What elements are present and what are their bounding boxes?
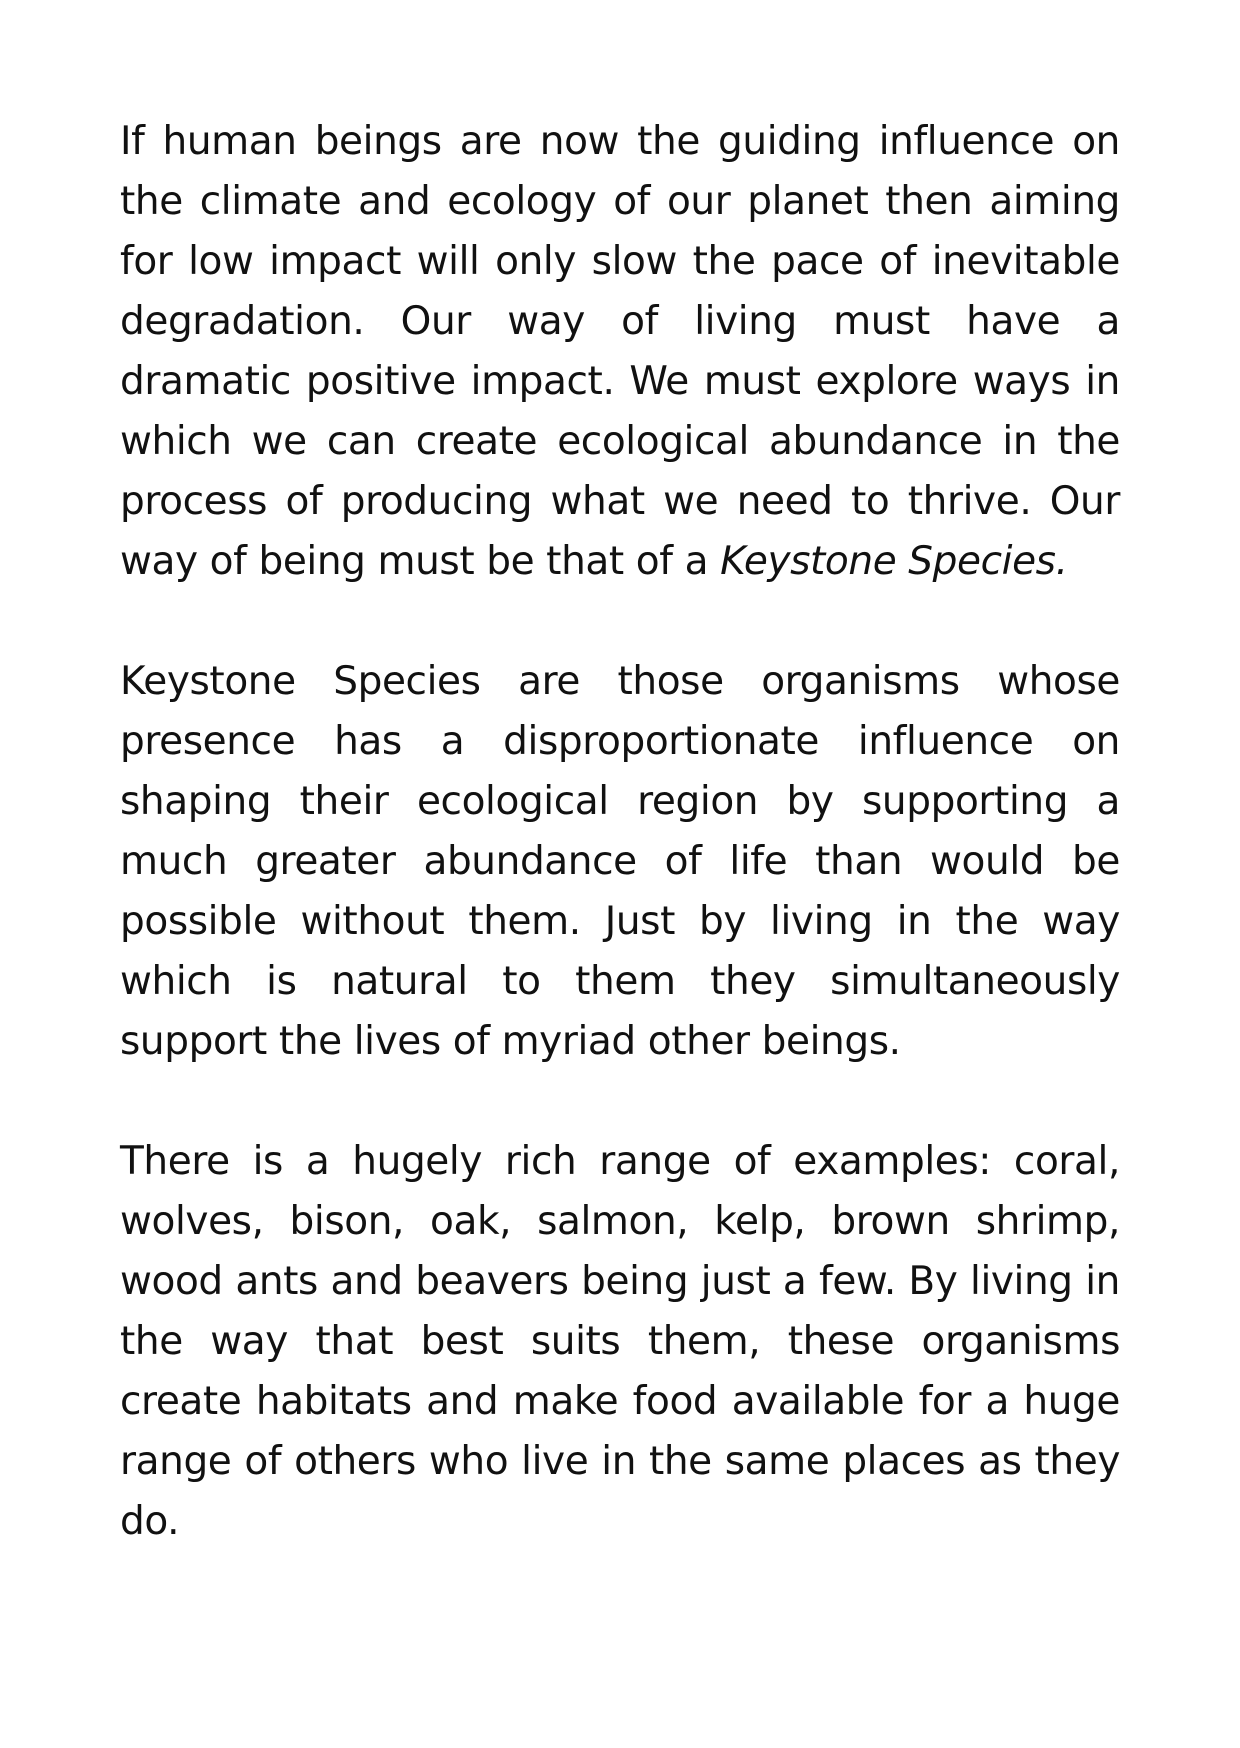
paragraph-3: There is a hugely rich range of examples: coral, wolves, bison, oak, salmon, kelp, brown shrimp, wood ants and beavers being just a few. By living in the way that best suits them, these organisms create habitats and make food available for a huge range of others who live in the same places as they do. — [120, 1139, 1120, 1544]
paragraph-1 — [120, 112, 1120, 592]
body-text — [120, 112, 1120, 1552]
paragraph-2: Keystone Species are those organisms whose presence has a disproportionate influence on shaping their ecological region by supporting a much greater abundance of life than would be possible without them. Just by living in the way which is natural to them they simultaneously support the lives of myriad other beings. — [120, 659, 1120, 1064]
paragraph-1-text: If human beings are now the guiding influence on the climate and ecology of our planet then aiming for low impact will only slow the pace of inevitable degradation. Our way of living must have a dramatic positive impact. We must explore ways in which we can create ecological abundance in the process of producing what we need to thrive. Our way of being must be that of a — [120, 119, 1120, 584]
keystone-species-emphasis: Keystone Species. — [720, 539, 1068, 584]
